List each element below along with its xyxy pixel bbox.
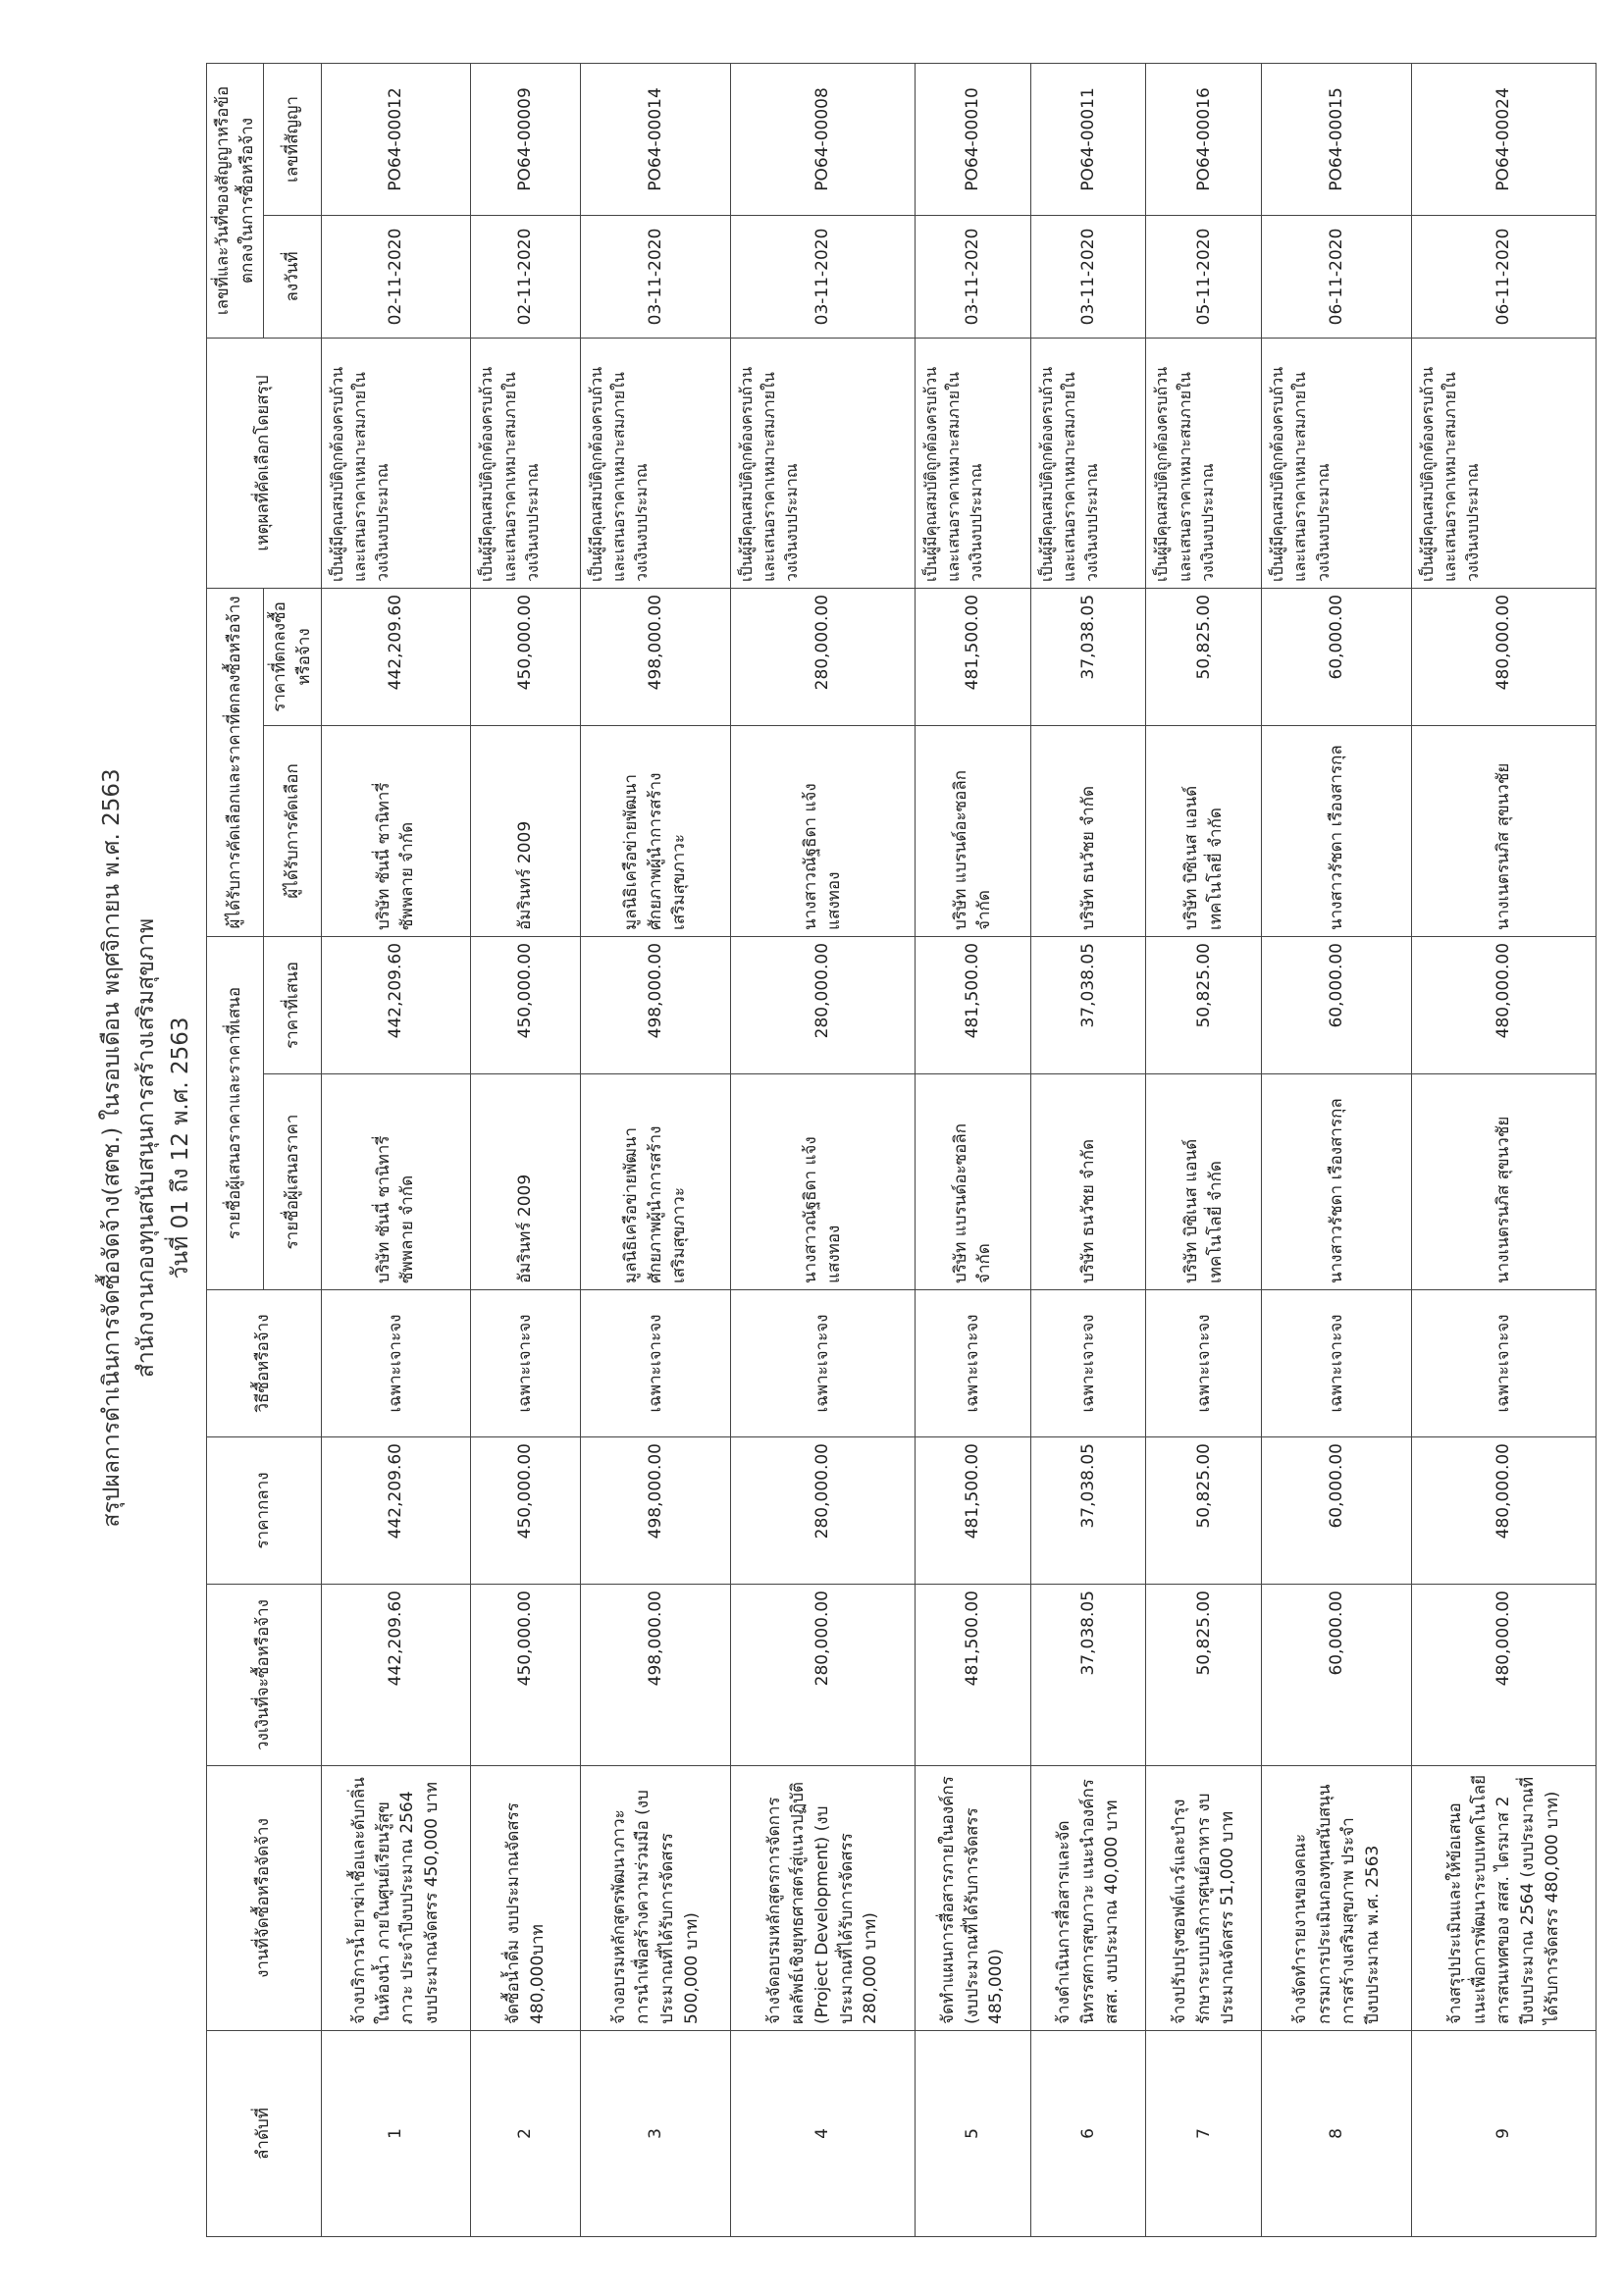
row-number: 5	[915, 2031, 1030, 2237]
work-description: จ้างปรับปรุงซอฟต์แวร์และบำรุงรักษาระบบบริการศูนย์อาหาร งบประมาณจัดสรร 51,000 บาท	[1146, 1766, 1262, 2031]
contract-date: 02-11-2020	[471, 215, 581, 338]
col-median-price: ราคากลาง	[207, 1437, 322, 1585]
contract-date: 03-11-2020	[581, 215, 731, 338]
contract-date: 03-11-2020	[730, 215, 915, 338]
contract-number: PO64-00016	[1146, 63, 1262, 215]
row-number: 1	[321, 2031, 471, 2237]
winner-name: บริษัท แบรนด์อะซอลิก จำกัด	[915, 725, 1030, 936]
col-bidders-group: รายชื่อผู้เสนอราคาและราคาที่เสนอ	[207, 936, 264, 1289]
median-price: 60,000.00	[1262, 1437, 1412, 1585]
col-winner-name: ผู้ได้รับการคัดเลือก	[264, 725, 321, 936]
col-winner-group: ผู้ได้รับการคัดเลือกและราคาที่ตกลงซื้อหรือจ้าง	[207, 588, 264, 936]
work-description: จัดทำแผนการสื่อสารภายในองค์กร (งบประมาณที่ได้รับการจัดสรร 485,000)	[915, 1766, 1030, 2031]
bidder-name: บริษัท ซันนี่ ซานิทารี่ ซัพพลาย จำกัด	[321, 1074, 471, 1290]
selection-reason: เป็นผู้มีคุณสมบัติถูกต้องครบถ้วน และเสนอราคาเหมาะสมภายในวงเงินงบประมาณ	[471, 338, 581, 588]
col-method: วิธีซื้อหรือจ้าง	[207, 1290, 322, 1437]
budget-amount: 481,500.00	[915, 1585, 1030, 1766]
col-contract-group: เลขที่และวันที่ของสัญญาหรือข้อตกลงในการซื้อหรือจ้าง	[207, 63, 264, 338]
row-number: 2	[471, 2031, 581, 2237]
procurement-method: เฉพาะเจาะจง	[581, 1290, 731, 1437]
col-reason: เหตุผลที่คัดเลือกโดยสรุป	[207, 338, 322, 588]
header-row-1	[207, 63, 264, 2236]
procurement-method: เฉพาะเจาะจง	[1146, 1290, 1262, 1437]
contract-number: PO64-00008	[730, 63, 915, 215]
bidder-name: นางเนตรนภิส สุขนวชัย	[1412, 1074, 1597, 1290]
median-price: 450,000.00	[471, 1437, 581, 1585]
bidder-name: มูลนิธิเครือข่ายพัฒนาศักยภาพผู้นำการสร้างเสริมสุขภาวะ	[581, 1074, 731, 1290]
procurement-method: เฉพาะเจาะจง	[730, 1290, 915, 1437]
contract-number: PO64-00024	[1412, 63, 1597, 215]
table-row	[1030, 63, 1146, 2236]
agreed-price: 450,000.00	[471, 588, 581, 725]
table-row	[730, 63, 915, 2236]
median-price: 280,000.00	[730, 1437, 915, 1585]
bid-price: 498,000.00	[581, 936, 731, 1073]
agreed-price: 480,000.00	[1412, 588, 1597, 725]
contract-date: 02-11-2020	[321, 215, 471, 338]
agreed-price: 481,500.00	[915, 588, 1030, 725]
bid-price: 37,038.05	[1030, 936, 1146, 1073]
selection-reason: เป็นผู้มีคุณสมบัติถูกต้องครบถ้วน และเสนอราคาเหมาะสมภายในวงเงินงบประมาณ	[915, 338, 1030, 588]
report-period: วันที่ 01 ถึง 12 พ.ศ. 2563	[168, 1017, 193, 1279]
procurement-method: เฉพาะเจาะจง	[1412, 1290, 1597, 1437]
agreed-price: 498,000.00	[581, 588, 731, 725]
median-price: 442,209.60	[321, 1437, 471, 1585]
bid-price: 480,000.00	[1412, 936, 1597, 1073]
col-work: งานที่จัดซื้อหรือจัดจ้าง	[207, 1766, 322, 2031]
contract-date: 05-11-2020	[1146, 215, 1262, 338]
bidder-name: นางสาวรัชดา เรืองสารกุล	[1262, 1074, 1412, 1290]
work-description: จ้างอบรมหลักสูตรพัฒนาภาวะการนำเพื่อสร้างความร่วมมือ (งบประมาณที่ได้รับการจัดสรร 500,000 บาท)	[581, 1766, 731, 2031]
row-number: 8	[1262, 2031, 1412, 2237]
selection-reason: เป็นผู้มีคุณสมบัติถูกต้องครบถ้วน และเสนอราคาเหมาะสมภายในวงเงินงบประมาณ	[1030, 338, 1146, 588]
selection-reason: เป็นผู้มีคุณสมบัติถูกต้องครบถ้วน และเสนอราคาเหมาะสมภายในวงเงินงบประมาณ	[1262, 338, 1412, 588]
contract-number: PO64-00015	[1262, 63, 1412, 215]
col-bidder-name: รายชื่อผู้เสนอราคา	[264, 1074, 321, 1290]
median-price: 50,825.00	[1146, 1437, 1262, 1585]
median-price: 480,000.00	[1412, 1437, 1597, 1585]
median-price: 481,500.00	[915, 1437, 1030, 1585]
work-description: จัดซื้อน้ำดื่ม งบประมาณจัดสรร 480,000บาท	[471, 1766, 581, 2031]
col-contract-no: เลขที่สัญญา	[264, 63, 321, 215]
contract-number: PO64-00014	[581, 63, 731, 215]
col-contract-date: ลงวันที่	[264, 215, 321, 338]
winner-name: นางสาวรัชดา เรืองสารกุล	[1262, 725, 1412, 936]
col-no: ลำดับที่	[207, 2031, 322, 2237]
work-description: จ้างจัดทำรายงานของคณะกรรมการประเมินกองทุนสนับสนุนการสร้างเสริมสุขภาพ ประจำปีงบประมาณ พ.ศ. 2563	[1262, 1766, 1412, 2031]
bidder-name: บริษัท บิซิเนส แอนด์ เทคโนโลยี่ จำกัด	[1146, 1074, 1262, 1290]
winner-name: บริษัท ธนวัชย จำกัด	[1030, 725, 1146, 936]
contract-number: PO64-00011	[1030, 63, 1146, 215]
median-price: 37,038.05	[1030, 1437, 1146, 1585]
bidder-name: บริษัท แบรนด์อะซอลิก จำกัด	[915, 1074, 1030, 1290]
col-budget: วงเงินที่จะซื้อหรือจ้าง	[207, 1585, 322, 1766]
work-description: จ้างดำเนินการสื่อสารและจัดนิทรรศการสุขภาวะ แนะนำองค์กร สสส. งบประมาณ 40,000 บาท	[1030, 1766, 1146, 2031]
bid-price: 280,000.00	[730, 936, 915, 1073]
budget-amount: 442,209.60	[321, 1585, 471, 1766]
contract-date: 06-11-2020	[1412, 215, 1597, 338]
procurement-method: เฉพาะเจาะจง	[915, 1290, 1030, 1437]
work-description: จ้างสรุปประเมินและให้ข้อเสนอแนะเพื่อการพัฒนาระบบเทคโนโลยีสารสนเทศของ สสส. ไตรมาส 2 ปีงบประมาณ 2564 (งบประมาณที่ได้รับการจัดสรร 480,000 บาท)	[1412, 1766, 1597, 2031]
row-number: 3	[581, 2031, 731, 2237]
winner-name: นางสาวณัฐธิดา แจ้งแสงทอง	[730, 725, 915, 936]
winner-name: บริษัท บิซิเนส แอนด์ เทคโนโลยี่ จำกัด	[1146, 725, 1262, 936]
selection-reason: เป็นผู้มีคุณสมบัติถูกต้องครบถ้วน และเสนอราคาเหมาะสมภายในวงเงินงบประมาณ	[581, 338, 731, 588]
contract-date: 03-11-2020	[915, 215, 1030, 338]
contract-number: PO64-00010	[915, 63, 1030, 215]
winner-name: อัมรินทร์ 2009	[471, 725, 581, 936]
budget-amount: 280,000.00	[730, 1585, 915, 1766]
row-number: 9	[1412, 2031, 1597, 2237]
median-price: 498,000.00	[581, 1437, 731, 1585]
contract-date: 06-11-2020	[1262, 215, 1412, 338]
row-number: 4	[730, 2031, 915, 2237]
agreed-price: 50,825.00	[1146, 588, 1262, 725]
selection-reason: เป็นผู้มีคุณสมบัติถูกต้องครบถ้วน และเสนอราคาเหมาะสมภายในวงเงินงบประมาณ	[321, 338, 471, 588]
bid-price: 60,000.00	[1262, 936, 1412, 1073]
budget-amount: 498,000.00	[581, 1585, 731, 1766]
winner-name: นางเนตรนภิส สุขนวชัย	[1412, 725, 1597, 936]
table-row	[581, 63, 731, 2236]
bidder-name: นางสาวณัฐธิดา แจ้งแสงทอง	[730, 1074, 915, 1290]
row-number: 7	[1146, 2031, 1262, 2237]
procurement-method: เฉพาะเจาะจง	[1262, 1290, 1412, 1437]
table-row	[471, 63, 581, 2236]
contract-date: 03-11-2020	[1030, 215, 1146, 338]
bid-price: 450,000.00	[471, 936, 581, 1073]
col-bid-price: ราคาที่เสนอ	[264, 936, 321, 1073]
agreed-price: 442,209.60	[321, 588, 471, 725]
contract-number: PO64-00012	[321, 63, 471, 215]
selection-reason: เป็นผู้มีคุณสมบัติถูกต้องครบถ้วน และเสนอราคาเหมาะสมภายในวงเงินงบประมาณ	[1146, 338, 1262, 588]
procurement-table	[206, 63, 1597, 2237]
contract-number: PO64-00009	[471, 63, 581, 215]
row-number: 6	[1030, 2031, 1146, 2237]
work-description: จ้างจัดอบรมหลักสูตรการจัดการผลลัพธ์เชิงยุทธศาสตร์สู่แนวปฏิบัติ (Project Development) (งบประมาณที่ได้รับการจัดสรร 280,000 บาท)	[730, 1766, 915, 2031]
table-row	[1412, 63, 1597, 2236]
bid-price: 481,500.00	[915, 936, 1030, 1073]
selection-reason: เป็นผู้มีคุณสมบัติถูกต้องครบถ้วน และเสนอราคาเหมาะสมภายในวงเงินงบประมาณ	[1412, 338, 1597, 588]
bid-price: 50,825.00	[1146, 936, 1262, 1073]
budget-amount: 450,000.00	[471, 1585, 581, 1766]
procurement-method: เฉพาะเจาะจง	[321, 1290, 471, 1437]
winner-name: บริษัท ซันนี่ ซานิทารี่ ซัพพลาย จำกัด	[321, 725, 471, 936]
bidder-name: บริษัท ธนวัชย จำกัด	[1030, 1074, 1146, 1290]
agency-name: สำนักงานกองทุนสนับสนุนการสร้างเสริมสุขภาพ	[133, 917, 159, 1379]
table-row	[915, 63, 1030, 2236]
budget-amount: 37,038.05	[1030, 1585, 1146, 1766]
budget-amount: 480,000.00	[1412, 1585, 1597, 1766]
winner-name: มูลนิธิเครือข่ายพัฒนาศักยภาพผู้นำการสร้างเสริมสุขภาวะ	[581, 725, 731, 936]
table-row	[1146, 63, 1262, 2236]
work-description: จ้างบริการน้ำยาฆ่าเชื้อและดับกลิ่นในห้องน้ำ ภายในศูนย์เรียนรู้สุขภาวะ ประจำปีงบประมาณ 2564 งบประมาณจัดสรร 450,000 บาท	[321, 1766, 471, 2031]
bidder-name: อัมรินทร์ 2009	[471, 1074, 581, 1290]
selection-reason: เป็นผู้มีคุณสมบัติถูกต้องครบถ้วน และเสนอราคาเหมาะสมภายในวงเงินงบประมาณ	[730, 338, 915, 588]
procurement-method: เฉพาะเจาะจง	[471, 1290, 581, 1437]
agreed-price: 60,000.00	[1262, 588, 1412, 725]
col-agreed-price: ราคาที่ตกลงซื้อหรือจ้าง	[264, 588, 321, 725]
report-title: สรุปผลการดำเนินการจัดซื้อจัดจ้าง(สตช.) ในรอบเดือน พฤศจิกายน พ.ศ. 2563	[99, 768, 125, 1528]
table-row	[1262, 63, 1412, 2236]
agreed-price: 37,038.05	[1030, 588, 1146, 725]
bid-price: 442,209.60	[321, 936, 471, 1073]
agreed-price: 280,000.00	[730, 588, 915, 725]
budget-amount: 50,825.00	[1146, 1585, 1262, 1766]
table-row	[321, 63, 471, 2236]
budget-amount: 60,000.00	[1262, 1585, 1412, 1766]
procurement-method: เฉพาะเจาะจง	[1030, 1290, 1146, 1437]
